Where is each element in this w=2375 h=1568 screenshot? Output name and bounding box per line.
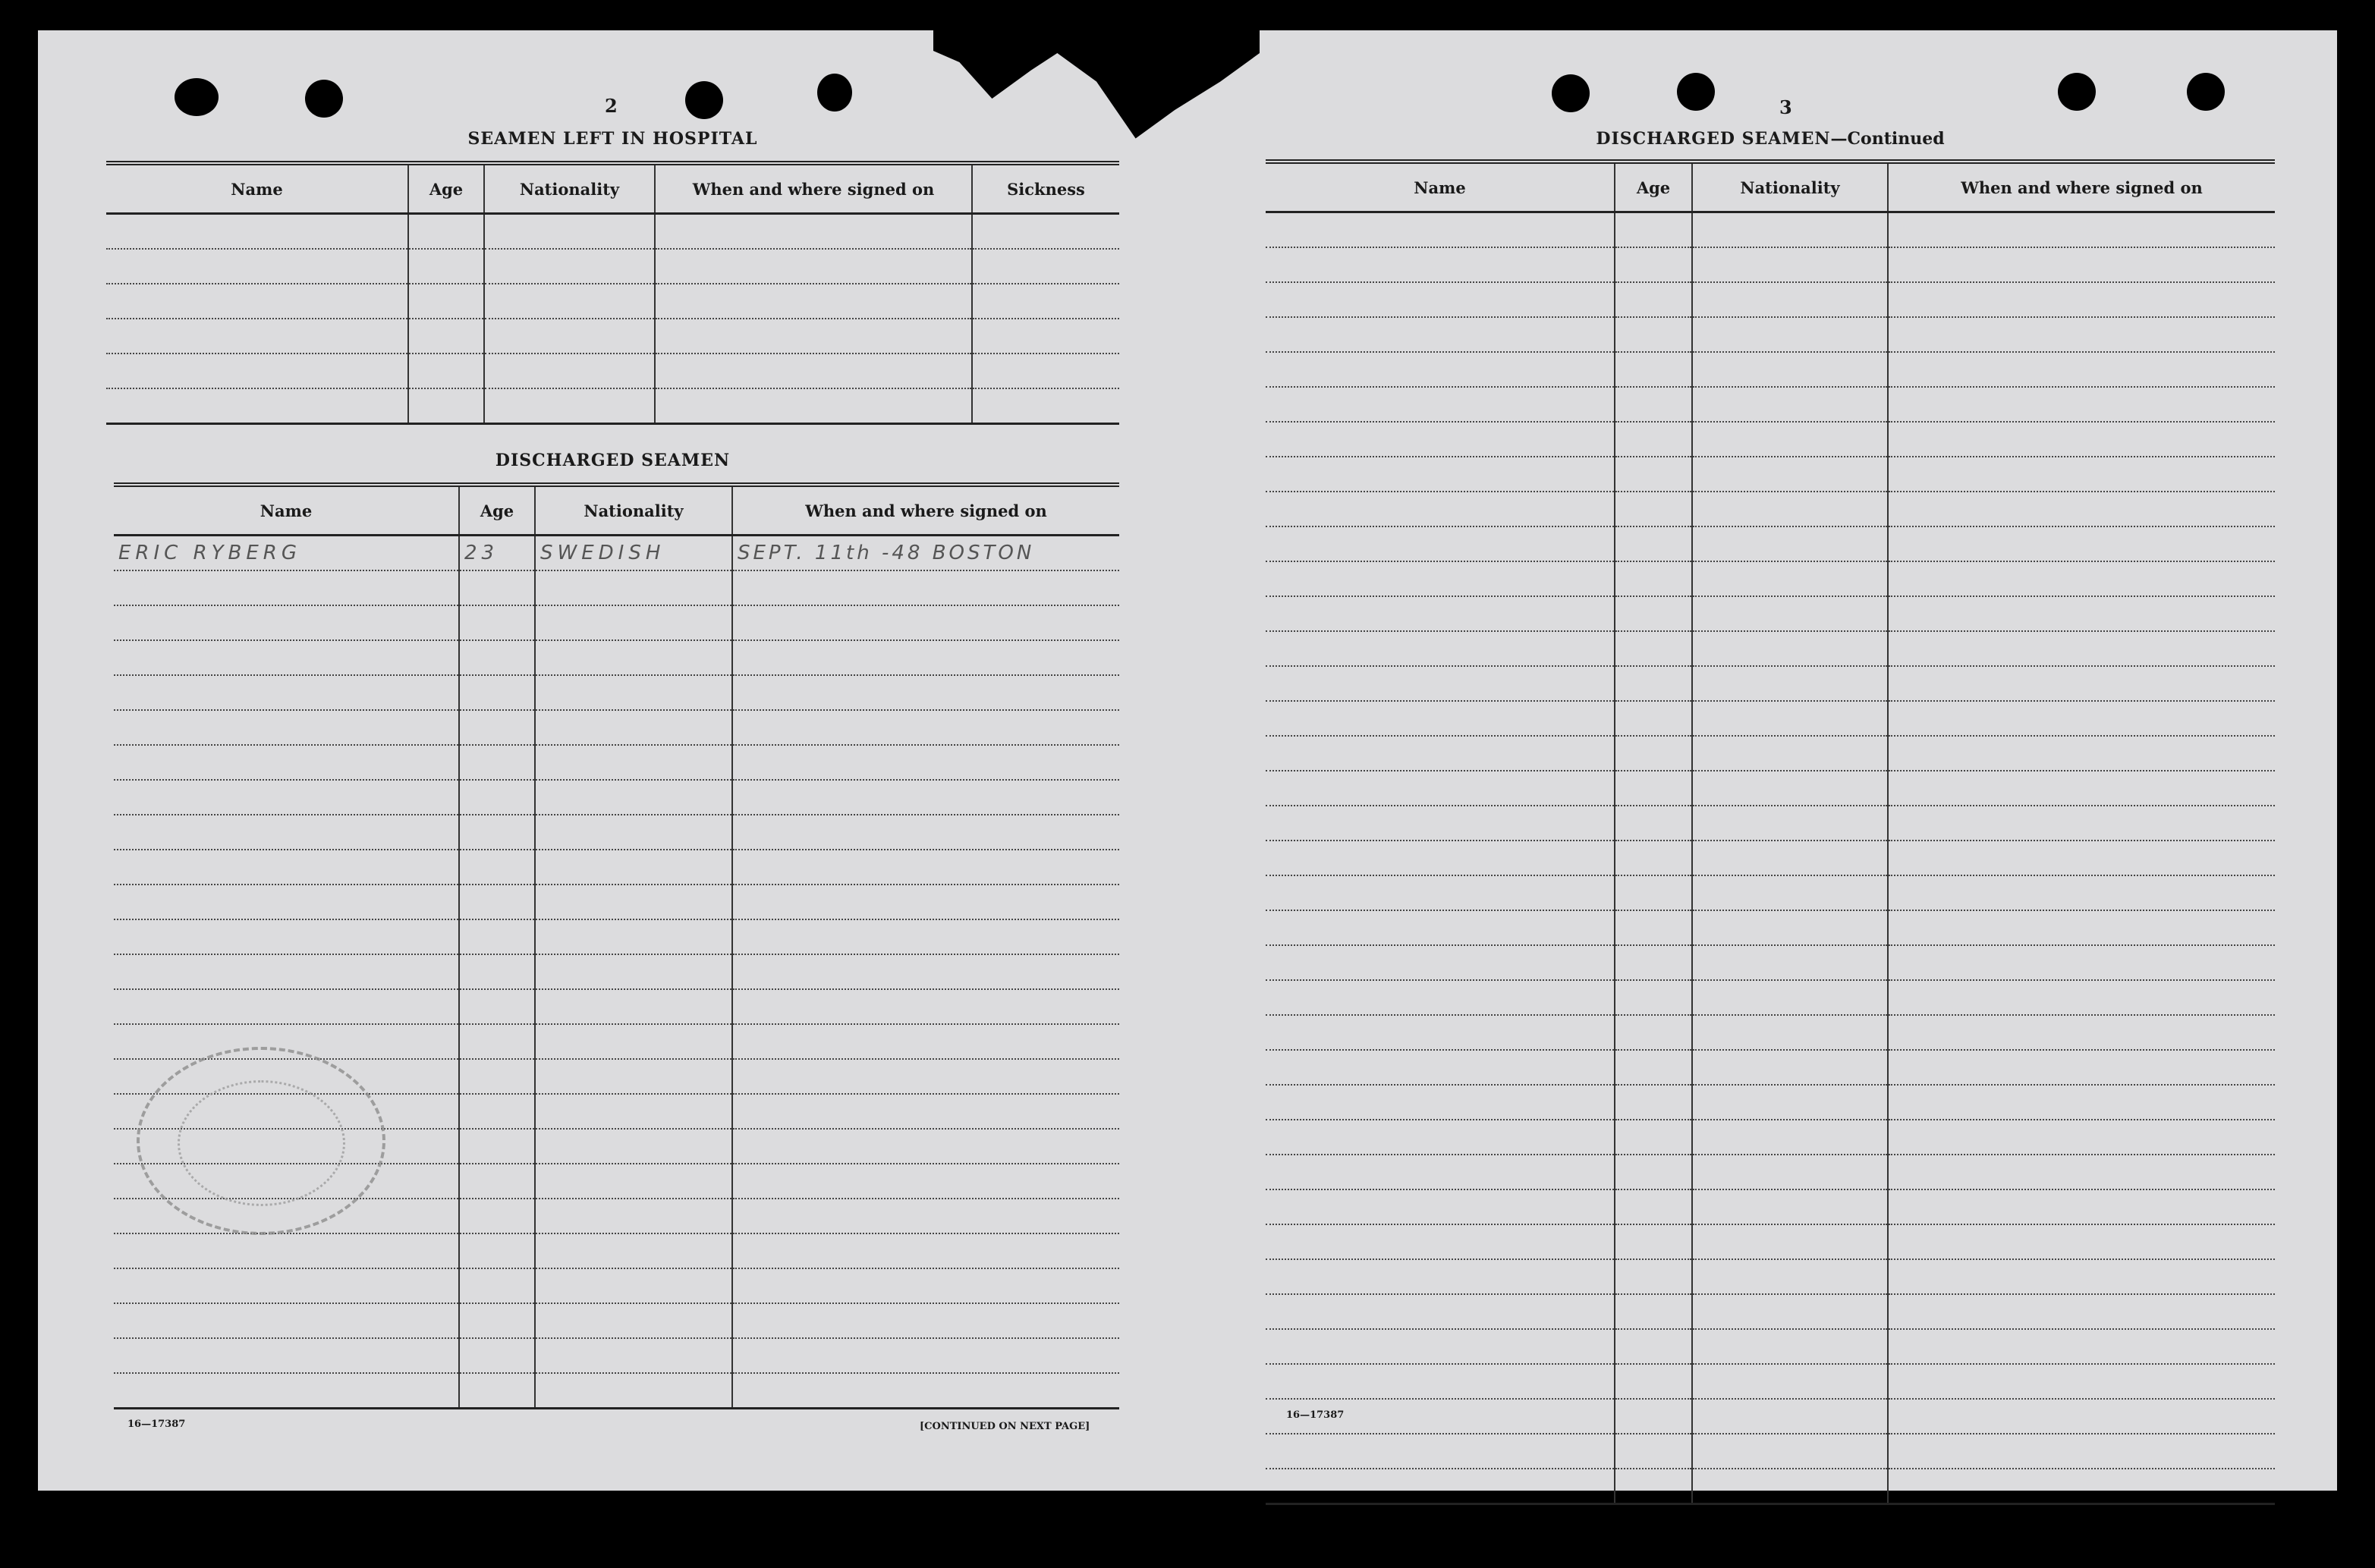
table-row bbox=[1266, 1399, 2275, 1434]
table-row bbox=[1266, 387, 2275, 422]
table-row bbox=[114, 745, 1119, 780]
table-row bbox=[1266, 841, 2275, 875]
column-header: When and where signed on bbox=[655, 163, 972, 214]
table-row bbox=[114, 954, 1119, 989]
table-row bbox=[106, 319, 1119, 354]
column-header: Name bbox=[1266, 162, 1615, 212]
page-number: 2 bbox=[605, 95, 618, 117]
table-row bbox=[114, 989, 1119, 1024]
column-header: Name bbox=[114, 485, 459, 536]
table-row bbox=[106, 214, 1119, 250]
ink-stamp bbox=[137, 1047, 385, 1235]
table-row bbox=[1266, 736, 2275, 771]
table-row bbox=[1266, 457, 2275, 492]
seaman-signed-on: SEPT. 11th -48 BOSTON bbox=[732, 536, 1119, 571]
table-row bbox=[114, 570, 1119, 605]
table-row bbox=[1266, 1050, 2275, 1085]
table-row bbox=[1266, 1469, 2275, 1504]
table-row bbox=[114, 1268, 1119, 1303]
column-header: When and where signed on bbox=[732, 485, 1119, 536]
table-row bbox=[1266, 666, 2275, 701]
punch-hole bbox=[305, 80, 343, 118]
table-row bbox=[114, 1303, 1119, 1338]
table-row bbox=[114, 885, 1119, 919]
table-row bbox=[106, 284, 1119, 319]
column-header: Name bbox=[106, 163, 408, 214]
table-row bbox=[1266, 526, 2275, 561]
table-row bbox=[1266, 247, 2275, 282]
column-header: When and where signed on bbox=[1888, 162, 2275, 212]
table-row bbox=[1266, 771, 2275, 806]
discharged-table bbox=[114, 482, 1119, 1409]
form-number: 16—17387 bbox=[127, 1419, 186, 1430]
table-row bbox=[114, 1373, 1119, 1409]
continued-note: [CONTINUED ON NEXT PAGE] bbox=[920, 1421, 1090, 1432]
table-row bbox=[114, 1338, 1119, 1373]
table-row bbox=[1266, 352, 2275, 387]
table-row bbox=[106, 249, 1119, 284]
table-row bbox=[1266, 1085, 2275, 1120]
table-row bbox=[1266, 806, 2275, 841]
table-row bbox=[1266, 282, 2275, 317]
table-row bbox=[1266, 701, 2275, 736]
table-row bbox=[1266, 631, 2275, 666]
column-header: Nationality bbox=[484, 163, 655, 214]
column-header: Nationality bbox=[1692, 162, 1888, 212]
discharged-continued-table bbox=[1266, 159, 2275, 1505]
table-row bbox=[1266, 1015, 2275, 1050]
table-row bbox=[1266, 212, 2275, 248]
table-row bbox=[114, 640, 1119, 675]
punch-hole bbox=[2187, 73, 2225, 111]
table-row bbox=[1266, 422, 2275, 457]
table-row bbox=[1266, 980, 2275, 1015]
table-row bbox=[114, 605, 1119, 640]
seaman-nationality: SWEDISH bbox=[535, 536, 732, 571]
table-row bbox=[1266, 1259, 2275, 1294]
table-row bbox=[114, 536, 1119, 571]
table-row bbox=[114, 850, 1119, 885]
table-row bbox=[114, 780, 1119, 815]
seaman-name: ERIC RYBERG bbox=[114, 536, 459, 571]
table-row bbox=[1266, 1329, 2275, 1364]
column-header: Sickness bbox=[972, 163, 1119, 214]
table-row bbox=[1266, 910, 2275, 945]
punch-hole bbox=[1552, 74, 1590, 112]
section-title-main: DISCHARGED SEAMEN bbox=[1596, 129, 1831, 149]
table-row bbox=[1266, 875, 2275, 910]
section-title-discharged: DISCHARGED SEAMEN bbox=[495, 451, 731, 470]
table-row bbox=[1266, 492, 2275, 526]
table-row bbox=[1266, 1364, 2275, 1399]
table-row bbox=[1266, 561, 2275, 596]
column-header: Nationality bbox=[535, 485, 732, 536]
table-row bbox=[114, 675, 1119, 710]
table-row bbox=[1266, 1224, 2275, 1259]
punch-hole bbox=[685, 81, 723, 119]
seaman-age: 23 bbox=[459, 536, 535, 571]
table-row bbox=[106, 388, 1119, 424]
table-row bbox=[114, 1233, 1119, 1268]
punch-hole bbox=[2058, 73, 2096, 111]
table-row bbox=[1266, 1294, 2275, 1329]
form-number: 16—17387 bbox=[1286, 1409, 1345, 1421]
column-header: Age bbox=[408, 163, 484, 214]
table-row bbox=[1266, 1189, 2275, 1224]
section-title-discharged-continued bbox=[1266, 129, 2275, 149]
table-row bbox=[1266, 1155, 2275, 1189]
table-row bbox=[1266, 317, 2275, 352]
punch-hole bbox=[1677, 73, 1715, 111]
section-title-suffix: —Continued bbox=[1830, 129, 1945, 149]
table-row bbox=[114, 815, 1119, 850]
table-row bbox=[1266, 596, 2275, 631]
table-row bbox=[1266, 1434, 2275, 1469]
table-row bbox=[114, 710, 1119, 745]
table-row bbox=[1266, 945, 2275, 980]
section-title-hospital: SEAMEN LEFT IN HOSPITAL bbox=[467, 129, 758, 149]
page-number: 3 bbox=[1779, 96, 1792, 118]
column-header: Age bbox=[1615, 162, 1692, 212]
table-row bbox=[1266, 1120, 2275, 1155]
punch-hole bbox=[817, 74, 852, 112]
column-header: Age bbox=[459, 485, 535, 536]
hospital-table bbox=[106, 161, 1119, 425]
table-row bbox=[106, 354, 1119, 388]
table-row bbox=[114, 919, 1119, 954]
punch-hole bbox=[175, 78, 219, 116]
